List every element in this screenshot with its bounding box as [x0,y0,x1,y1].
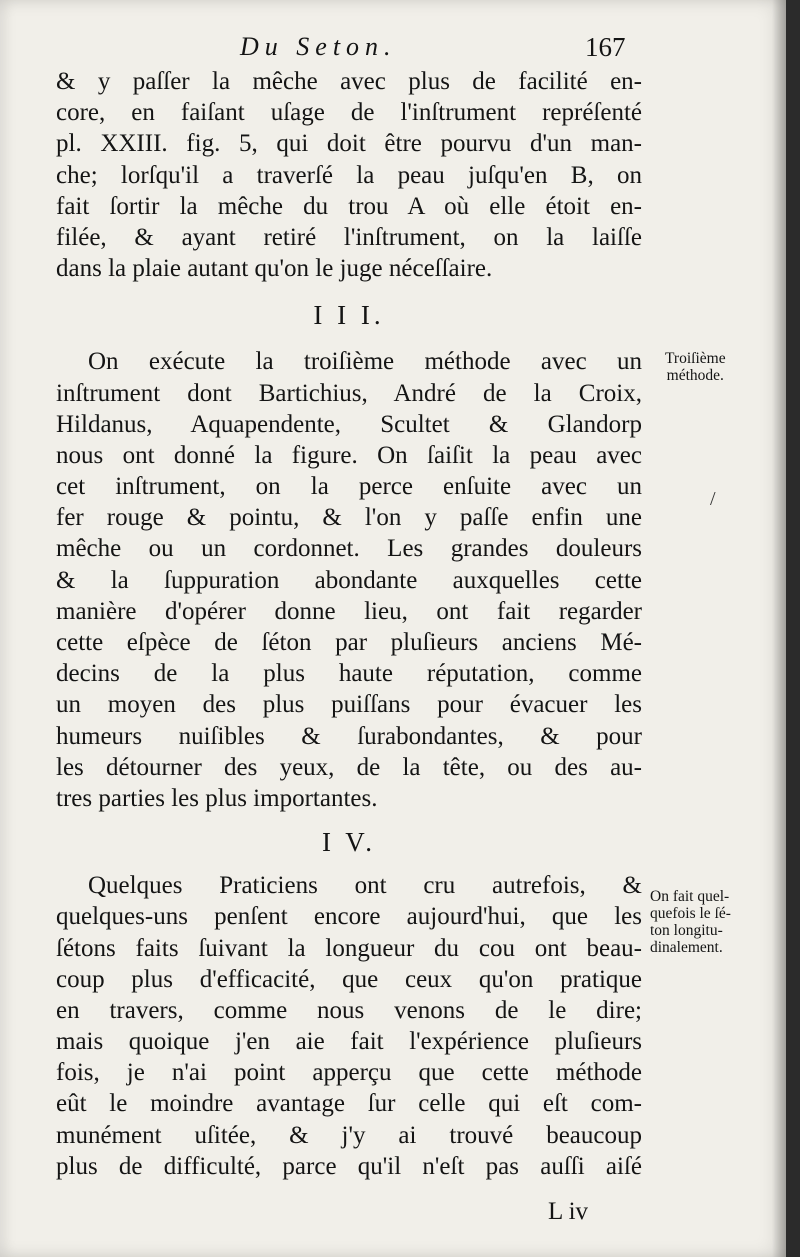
text-line: plus de difficulté, parce qu'il n'eſt pas auſſi aiſé [56,1152,642,1180]
section-heading-3: I I I. [313,300,385,331]
text-line: & la ſuppuration abondante auxquelles cette [56,566,642,594]
text-line: ſétons faits ſuivant la longueur du cou ont beau- [56,934,642,962]
text-line: decins de la plus haute réputation, comme [56,660,642,688]
page-number: 167 [585,32,626,62]
text-line: munément uſitée, & j'y ai trouvé beaucoup [56,1121,642,1149]
text-line: eût le moindre avantage ſur celle qui eſt com- [56,1090,642,1118]
marginal-note-line: dinalement. [650,939,723,956]
running-title: Du Seton. [240,32,397,61]
text-line: cette eſpèce de ſéton par pluſieurs anciens Mé- [56,629,642,656]
text-line: & y paſſer la mêche avec plus de facilité en- [56,68,642,95]
text-line: fait ſortir la mêche du trou A où elle étoit en- [56,192,642,220]
text-line: tres parties les plus importantes. [56,784,378,812]
text-line: en travers, comme nous venons de le dire; [56,996,642,1024]
text-line: Quelques Praticiens ont cru autrefois, & [88,872,642,900]
running-head [0,30,786,66]
text-line: fer rouge & pointu, & l'on y paſſe enfin une [56,504,642,532]
section-heading-4: I V. [321,827,377,858]
paragraph-continuation [56,66,642,284]
marginal-note-longitudinal [650,888,731,956]
section-4-paragraph [56,870,642,1182]
marginal-note-third-method [665,350,726,384]
text-line: pl. XXIII. fig. 5, qui doit être pourvu d'un man- [56,130,642,158]
text-line: quelques-uns penſent encore aujourd'hui, que les [56,903,642,931]
text-line: core, en faiſant uſage de l'inſtrument repréſenté [56,99,642,127]
body-text [56,66,642,1182]
text-line: manière d'opérer donne lieu, ont fait regarder [56,597,642,625]
marginal-note-line: méthode. [666,367,724,384]
catchword: L iv [548,1198,589,1225]
text-line: dans la plaie autant qu'on le juge néceſſaire. [56,255,493,283]
section-3-paragraph [56,346,642,814]
marginal-note-line: ton longitu- [650,922,723,939]
text-line: un moyen des plus puiſſans pour évacuer les [56,691,642,719]
text-line: che; lorſqu'il a traverſé la peau juſqu'en B, on [56,161,642,189]
text-line: mêche ou un cordonnet. Les grandes douleurs [56,535,642,563]
ink-mark: / [710,488,716,510]
text-line: Hildanus, Aquapendente, Scultet & Glandorp [56,410,642,438]
text-line: nous ont donné la figure. On ſaiſit la peau avec [56,441,642,469]
text-line: inſtrument dont Bartichius, André de la Croix, [56,379,642,407]
marginal-note-line: Troiſième [665,350,726,367]
text-line: mais quoique j'en aie fait l'expérience pluſieurs [56,1028,642,1056]
text-line: humeurs nuiſibles & ſurabondantes, & pour [56,722,642,750]
text-line: les détourner des yeux, de la tête, ou des au- [56,753,642,781]
marginal-note-line: On fait quel- [650,888,730,905]
marginal-note-line: quefois le ſé- [650,905,731,922]
text-line: fois, je n'ai point apperçu que cette méthode [56,1059,642,1087]
text-line: On exécute la troiſième méthode avec un [88,348,642,376]
text-line: cet inſtrument, on la perce enſuite avec un [56,473,642,501]
text-line: filée, & ayant retiré l'inſtrument, on la laiſſe [56,223,642,251]
text-line: coup plus d'efficacité, que ceux qu'on pratique [56,965,642,993]
